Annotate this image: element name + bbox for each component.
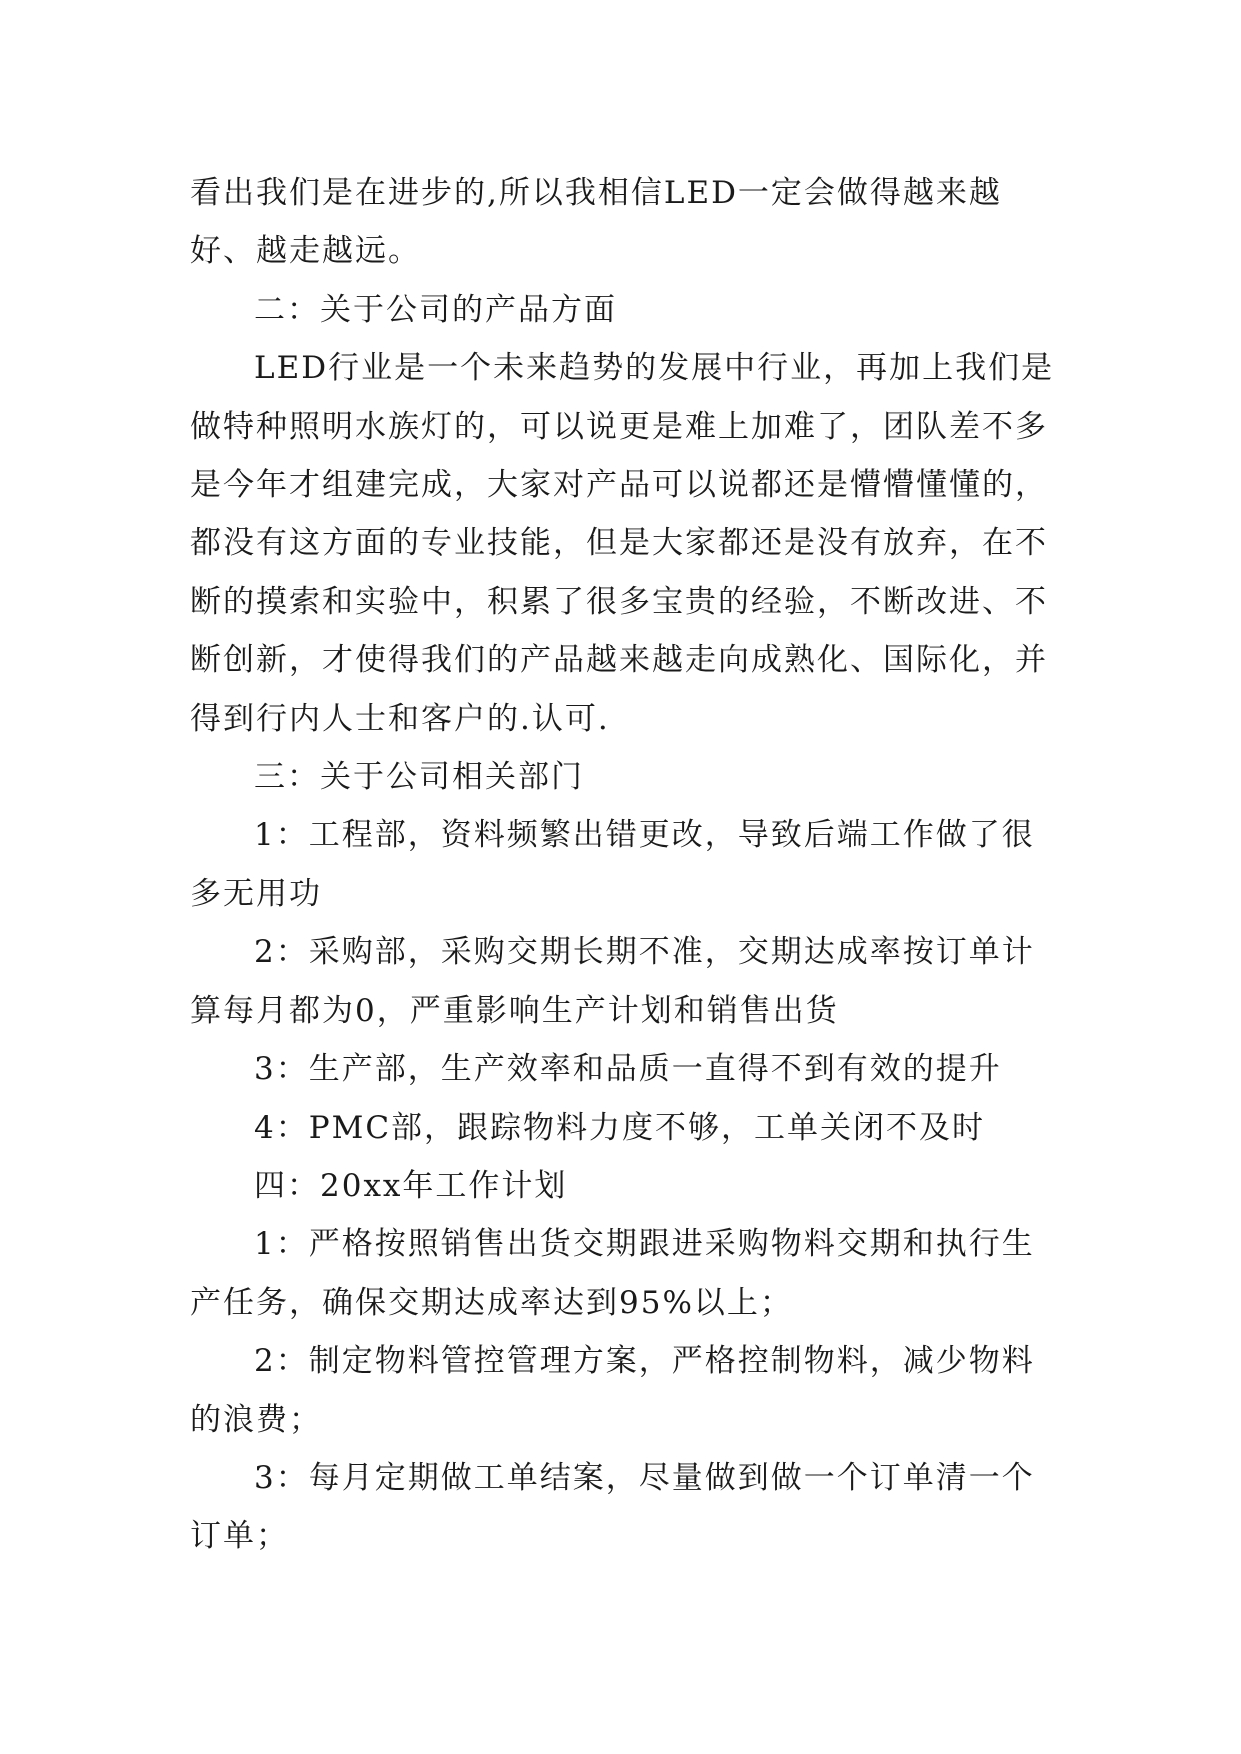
list-item-plan-2: 2：制定物料管控管理方案，严格控制物料，减少物料的浪费； <box>190 1343 1035 1438</box>
paragraph-products: LED行业是一个未来趋势的发展中行业，再加上我们是做特种照明水族灯的，可以说更是难上加难了，团队差不多是今年才组建完成，大家对产品可以说都还是懵懵懂懂的，都没有这方面的专业技能，但是大家都还是没有放弃，在不断的摸索和实验中，积累了很多宝贵的经验，不断改进、不断创新，才使得我们的产品越来越走向成熟化、国际化，并得到行内人士和客户的.认可. <box>190 350 1055 737</box>
list-item-plan-1: 1：严格按照销售出货交期跟进采购物料交期和执行生产任务，确保交期达成率达到95%以上； <box>190 1226 1035 1321</box>
section-heading-departments: 三：关于公司相关部门 <box>254 759 584 796</box>
list-item-engineering: 1：工程部，资料频繁出错更改，导致后端工作做了很多无用功 <box>190 817 1035 912</box>
list-item-pmc: 4：PMC部，跟踪物料力度不够，工单关闭不及时 <box>254 1109 986 1146</box>
section-heading-products: 二：关于公司的产品方面 <box>254 291 617 328</box>
list-item-purchasing: 2：采购部，采购交期长期不准，交期达成率按订单计算每月都为0，严重影响生产计划和销售出货 <box>190 934 1035 1029</box>
section-heading-work-plan: 四：20xx年工作计划 <box>254 1167 568 1204</box>
list-item-production: 3：生产部，生产效率和品质一直得不到有效的提升 <box>254 1051 1002 1088</box>
paragraph-continuation: 看出我们是在进步的,所以我相信LED一定会做得越来越好、越走越远。 <box>190 175 1002 270</box>
document-body <box>190 164 1060 1566</box>
list-item-plan-3: 3：每月定期做工单结案，尽量做到做一个订单清一个订单； <box>190 1459 1035 1555</box>
